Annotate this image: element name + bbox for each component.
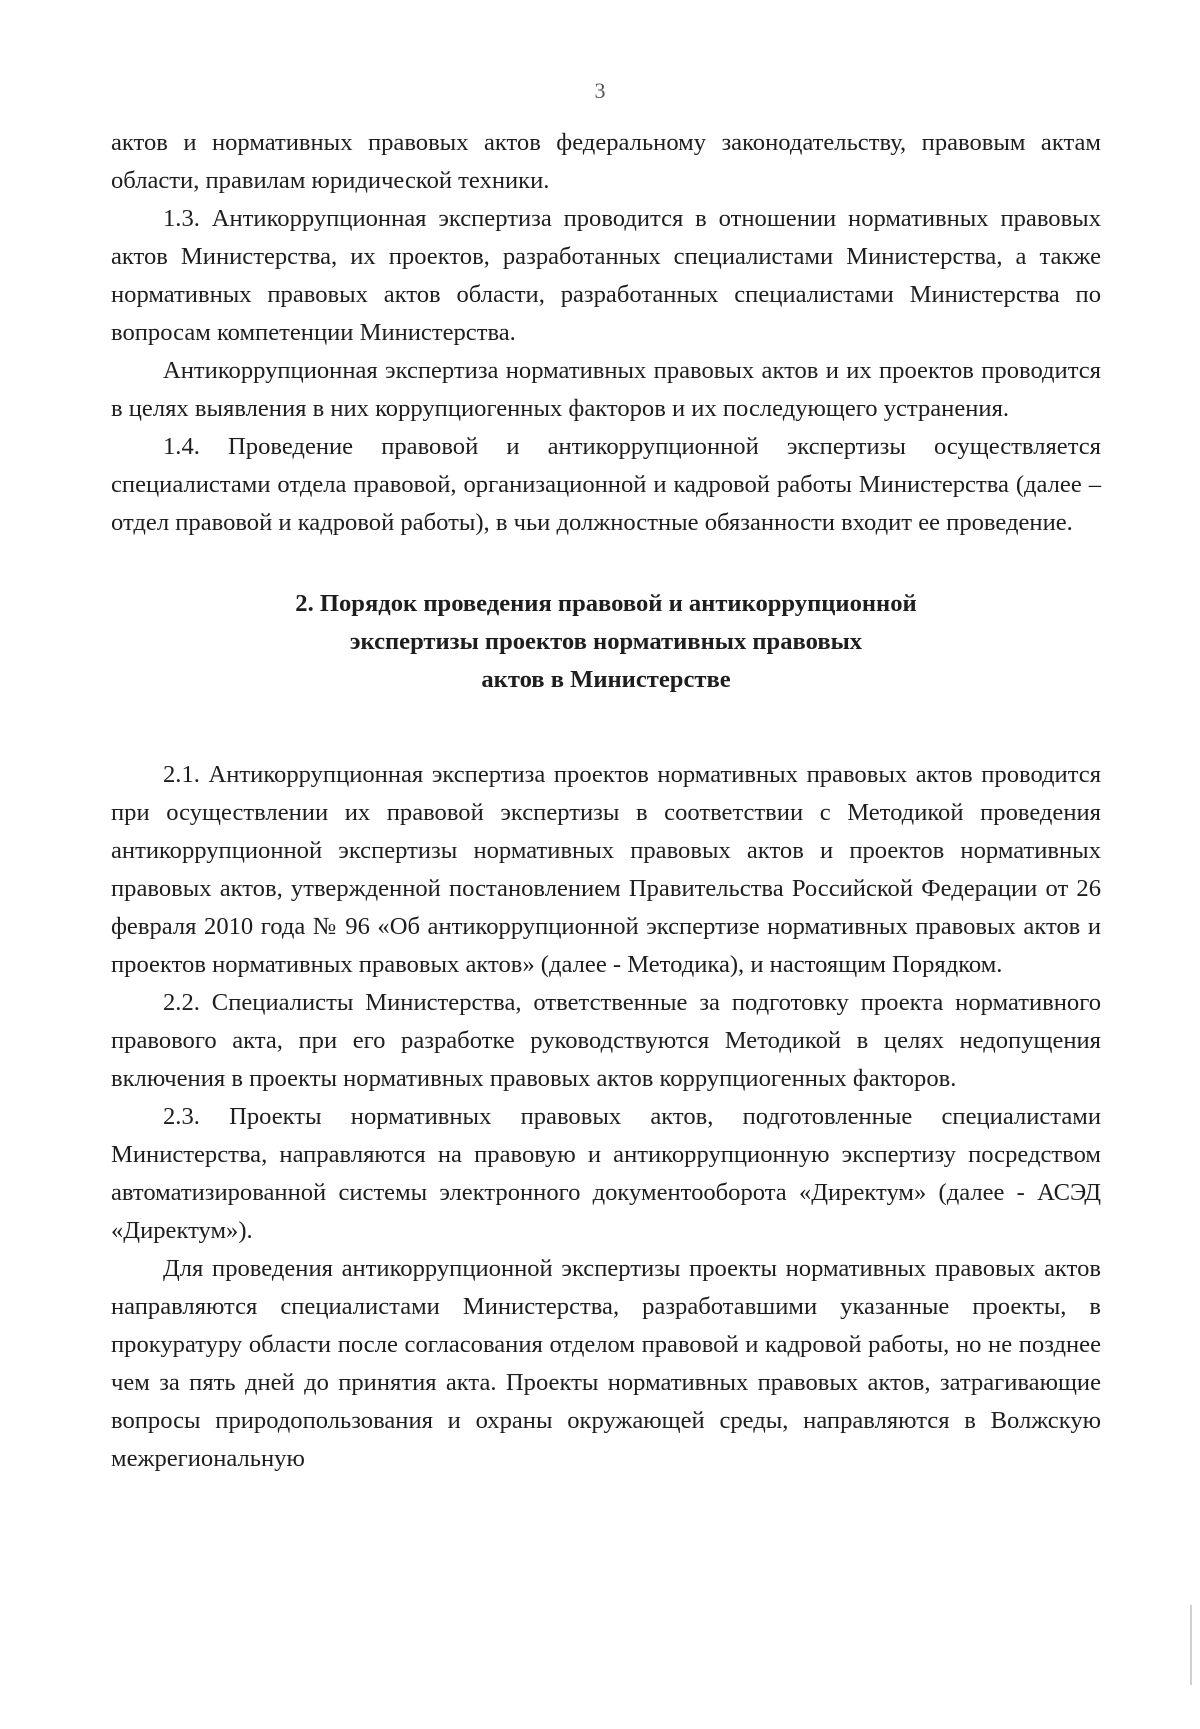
section-heading-line: экспертизы проектов нормативных правовых — [349, 628, 863, 655]
paragraphs-after-section — [111, 756, 1101, 1478]
paragraphs-before-section — [111, 124, 1101, 542]
page-number: 3 — [594, 78, 606, 103]
document-body — [111, 124, 1101, 1478]
paragraph: Для проведения антикоррупционной экспертизы проекты нормативных правовых актов направляются специалистами Министерства, разработавшими указанные проекты, в прокуратуру области после согласования отделом правовой и кадровой работы, но не позднее чем за пять дней до принятия акта. Проекты нормативных правовых актов, затрагивающие вопросы природопользования и охраны окружающей среды, направляются в Волжскую межрегиональную — [111, 1255, 1101, 1472]
paragraph-2-3: 2.3. Проекты нормативных правовых актов, подготовленные специалистами Министерства, направляются на правовую и антикоррупционную экспертизу посредством автоматизированной системы электронного документооборота «Директум» (далее - АСЭД «Директум»). — [111, 1103, 1101, 1244]
section-heading-line: 2. Порядок проведения правовой и антикоррупционной — [295, 590, 917, 617]
paragraph-2-2: 2.2. Специалисты Министерства, ответственные за подготовку проекта нормативного правового акта, при его разработке руководствуются Методикой в целях недопущения включения в проекты нормативных правовых актов коррупциогенных факторов. — [111, 989, 1101, 1092]
paragraph: актов и нормативных правовых актов федеральному законодательству, правовым актам области, правилам юридической техники. — [111, 129, 1101, 194]
paragraph-1-3: 1.3. Антикоррупционная экспертиза проводится в отношении нормативных правовых актов Министерства, их проектов, разработанных специалистами Министерства, а также нормативных правовых актов области, разработанных специалистами Министерства по вопросам компетенции Министерства. — [111, 205, 1101, 346]
paragraph-2-1: 2.1. Антикоррупционная экспертиза проектов нормативных правовых актов проводится при осуществлении их правовой экспертизы в соответствии с Методикой проведения антикоррупционной экспертизы нормативных правовых актов и проектов нормативных правовых актов, утвержденной постановлением Правительства Российской Федерации от 26 февраля 2010 года № 96 «Об антикоррупционной экспертизе нормативных правовых актов и проектов нормативных правовых актов» (далее - Методика), и настоящим Порядком. — [111, 761, 1101, 978]
paragraph: Антикоррупционная экспертиза нормативных правовых актов и их проектов проводится в целях выявления в них коррупциогенных факторов и их последующего устранения. — [111, 357, 1101, 422]
scan-edge-mark — [1190, 1605, 1192, 1685]
section-heading — [111, 585, 1101, 699]
paragraph-1-4: 1.4. Проведение правовой и антикоррупционной экспертизы осуществляется специалистами отдела правовой, организационной и кадровой работы Министерства (далее – отдел правовой и кадровой работы), в чьи должностные обязанности входит ее проведение. — [111, 433, 1101, 536]
section-heading-line: актов в Министерстве — [481, 666, 731, 693]
